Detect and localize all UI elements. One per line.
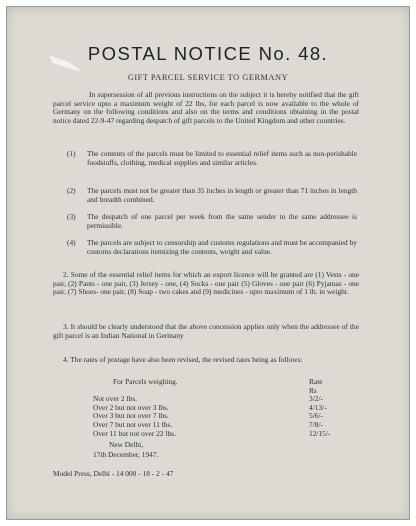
condition-number: (2) [67, 186, 76, 195]
condition-item [67, 187, 357, 204]
rates-paragraph: 4. The rates of postage have also been revised, the revised rates being as follows: [63, 355, 303, 364]
condition-item [67, 150, 357, 167]
rate-value: 3/2/- [309, 394, 323, 404]
condition-text: The despatch of one parcel per week from the same sender to the same addressee is permissible. [87, 212, 357, 230]
condition-number: (3) [67, 212, 76, 221]
issue-date: 17th December, 1947. [93, 450, 159, 459]
condition-item [67, 239, 357, 256]
issue-place: New Delhi, [109, 440, 144, 449]
rate-value: 12/15/- [309, 428, 331, 438]
rate-value: 5/6/- [309, 411, 323, 421]
rate-column-header: Rate [309, 377, 323, 386]
rate-weight: Over 2 but not over 3 lbs. [93, 402, 169, 412]
weight-column-header: For Parcels weighing. [113, 377, 178, 386]
condition-text: The parcels are subject to censorship and customs regulations and must be accompanied by customs declarations itemizing the contents, weight and value. [87, 238, 357, 256]
condition-number: (4) [67, 238, 76, 247]
rates-table [93, 378, 363, 438]
rate-weight: Not over 2 lbs. [93, 394, 137, 404]
rate-row [93, 430, 363, 439]
notice-title: POSTAL NOTICE No. 48. [87, 43, 329, 64]
condition-text: The contents of the parcels must be limited to essential relief items such as non-perishable foodstuffs, clothing, medical supplies and similar articles. [87, 149, 357, 167]
relief-items-paragraph: 2. Some of the essential relief items for which an export licence will be granted are (1) Vests - one pair, (2) Pants - one pair, (3) Jersey - one, (4) Socks - one pair (5) Gloves - one pair (6) Pyjamas - one pair, (7) Shoes- one pair, (8) Soap - two cakes and (9) medicines - upto maximum of 1 lb. in weight. [53, 270, 359, 297]
rate-unit: Rs [309, 385, 317, 395]
rate-value: 4/13/- [309, 402, 327, 412]
rate-weight: Over 7 but not over 11 lbs. [93, 419, 173, 429]
rate-value: 7/8/- [309, 419, 323, 429]
intro-paragraph: In supersession of all previous instructions on the subject it is hereby notified that the gift parcel service upto a maximum weight of 22 lbs, for each parcel is now available to the whole of Germany on the following conditions and also on the terms and conditions obtaining in the postal notice dated 22-9-47 regarding despatch of gift parcels to the United Kingdom and other countries. [53, 90, 359, 125]
rate-weight: Over 11 but not over 22 lbs. [93, 428, 176, 438]
condition-number: (1) [67, 149, 76, 158]
condition-text: The parcels must not be greater than 35 inches in length or greater than 71 inches in length and breadth combined. [87, 186, 357, 204]
notice-subtitle: GIFT PARCEL SERVICE TO GERMANY [127, 73, 289, 82]
printer-imprint: Model Press, Delhi - 14 000 - 18 - 2 - 47 [53, 469, 174, 478]
notice-sheet [6, 6, 410, 520]
rates-header [113, 378, 363, 387]
concession-paragraph: 3. It should be clearly understood that the above concession applies only when the addressee of the gift parcel is an Indian National in Germany [53, 322, 359, 340]
condition-item [67, 213, 357, 230]
rate-weight: Over 3 but not over 7 lbs. [93, 411, 169, 421]
